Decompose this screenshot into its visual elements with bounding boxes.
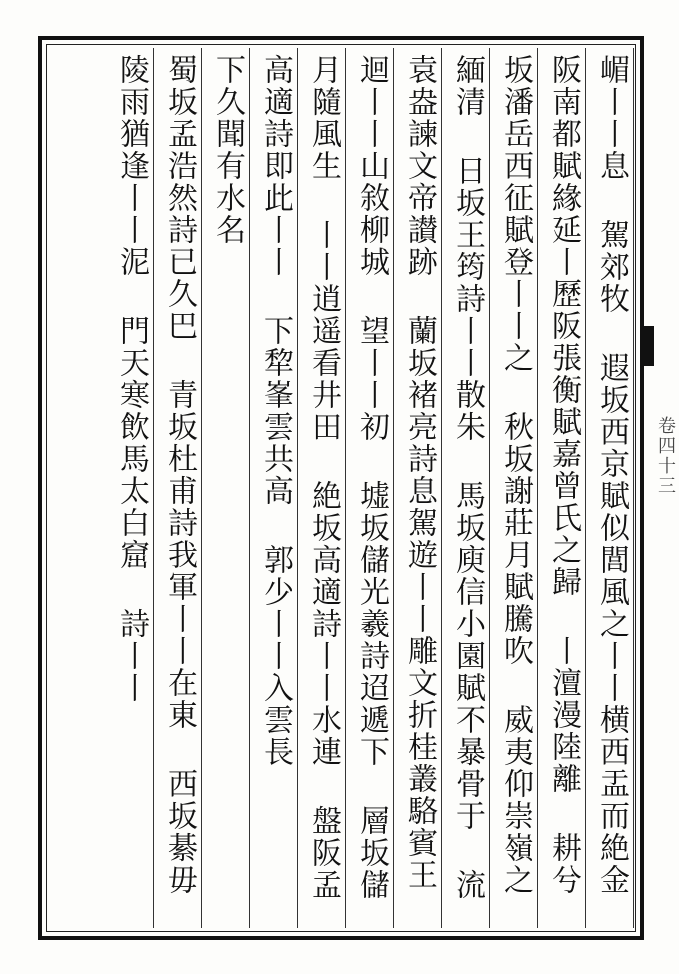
text-column — [494, 48, 538, 928]
gutter-edge-text: 卷四十三 — [655, 416, 676, 496]
corner-marks — [610, 12, 650, 24]
column-rule — [537, 48, 538, 928]
column-rule — [393, 48, 394, 928]
page-gutter — [644, 36, 679, 940]
column-text: 緬清 日坂王筠詩丨丨散朱 馬坂庾信小園賦不暴骨于 流 — [450, 54, 485, 901]
column-rule — [585, 48, 586, 928]
column-text: 坂潘岳西征賦登丨丨之 秋坂謝莊月賦騰吹 威夷仰崇嶺之 — [498, 54, 533, 896]
column-rule — [201, 48, 202, 928]
text-column — [542, 48, 586, 928]
text-column — [350, 48, 394, 928]
text-column — [446, 48, 490, 928]
text-column — [590, 48, 634, 928]
text-column — [206, 48, 250, 928]
column-text: 蜀坂孟浩然詩已久巴 青坂杜甫詩我軍丨丨在東 西坂綦毋 — [162, 54, 197, 896]
text-column — [254, 48, 298, 928]
column-rule — [441, 48, 442, 928]
column-text: 下久聞有水名 — [210, 54, 245, 246]
column-rule — [153, 48, 154, 928]
gutter-tab — [644, 326, 654, 366]
column-rule — [489, 48, 490, 928]
column-text: 迴丨丨山敘柳城 望丨丨初 墟坂儲光羲詩迢遞下 層坂儲 — [354, 54, 389, 901]
column-rule — [345, 48, 346, 928]
column-text: 高適詩即此丨丨 下犂峯雲共高 郭少丨丨入雲長 — [258, 54, 293, 768]
text-column — [302, 48, 346, 928]
column-rule — [633, 48, 634, 928]
column-rule — [249, 48, 250, 928]
text-column — [110, 48, 154, 928]
column-text: 陵雨猶逢丨丨泥 門天寒飲馬太白窟 詩丨丨 — [114, 54, 149, 704]
column-rule — [297, 48, 298, 928]
column-text: 嵋丨丨息 駕郊牧 遐坂西京賦似閭風之丨丨横西盂而絶金 — [594, 54, 629, 896]
column-text: 阪南都賦緣延丨歷阪張衡賦嘉曾氏之歸 丨澶漫陸離 耕兮 — [546, 54, 581, 896]
column-text: 袁盎諫文帝讃跡 蘭坂褚亮詩息駕遊丨丨雕文折桂叢駱賓王 — [402, 54, 437, 891]
text-column — [158, 48, 202, 928]
text-column — [398, 48, 442, 928]
column-text: 月隨風生 丨丨逍遥看井田 絶坂高適詩丨丨水連 盤阪孟 — [306, 54, 341, 901]
